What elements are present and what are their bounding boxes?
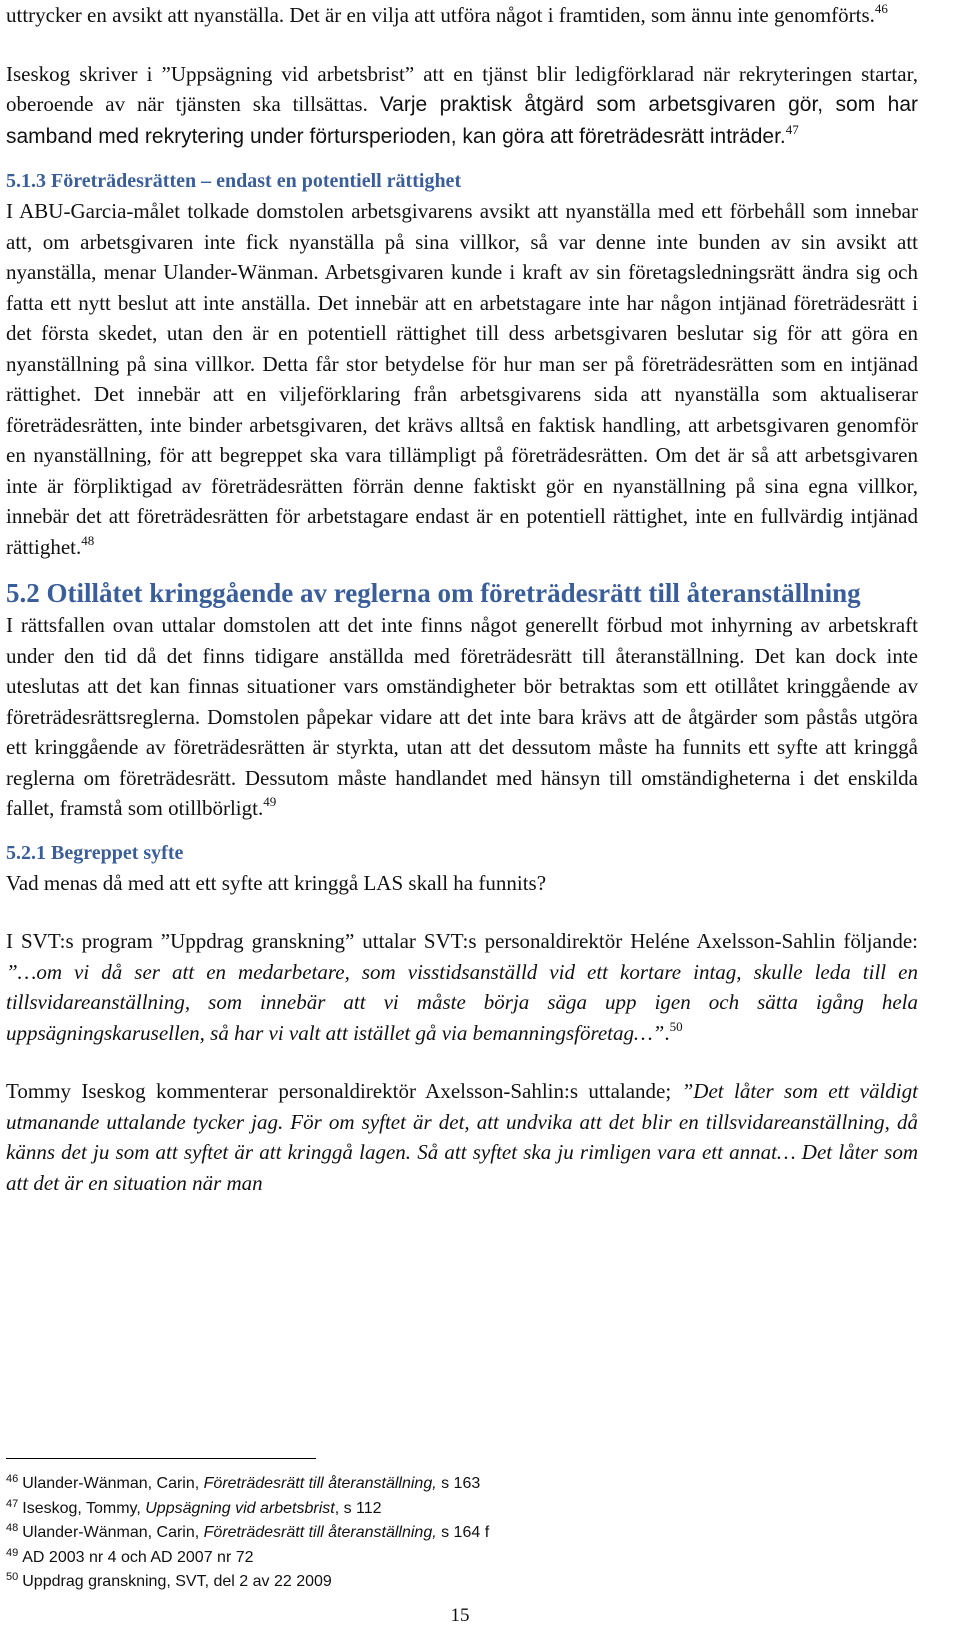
footnotes — [6, 1472, 918, 1595]
tommy-quote: ”Det låter som ett väldigt utmanande uttalande tycker jag. För om syftet är det, att undvika att det blir en tillsvidareanställning, då känns det ju som att syftet är att kringgå lagen. Så att syftet ska ju rimligen vara ett annat… Det låter som att det är en situation när man — [6, 1079, 918, 1195]
paragraph-iseskog: Iseskog skriver i ”Uppsägning vid arbetsbrist” att en tjänst blir ledigförklarad när rekryteringen startar, oberoende av när tjänsten ska tillsättas. Varje praktisk åtgärd som arbetsgivaren gör, som har samband med rekrytering under förtursperioden, kan göra att företrädesrätt inträder.$^{47}$ — [6, 61, 919, 148]
heading-5-2: 5.2 Otillåtet kringgående av reglerna om företrädesrätt till återanställning — [6, 578, 861, 608]
page-number: 15 — [450, 1605, 470, 1626]
footnote-47: $^{47}$ Iseskog, Tommy, Uppsägning vid arbetsbrist, s 112 — [6, 1497, 382, 1517]
footnote-separator — [6, 1458, 316, 1459]
footnote-49: $^{49}$ AD 2003 nr 4 och AD 2007 nr 72 — [6, 1546, 254, 1566]
svt-quote: ”…om vi då ser att en medarbetare, som visstidsanställd vid ett kortare intag, skulle leda till en tillsvidareanställning, som innebär att vi måste börja säga upp igen och sätta igång hela uppsägningskarusellen, så har vi valt att istället gå via bemanningsföretag…” — [6, 959, 918, 1045]
footnote-ref-50[interactable]: 50 — [669, 1018, 683, 1034]
paragraph-5-2: I rättsfallen ovan uttalar domstolen att det inte finns något generellt förbud mot inhyrning av arbetskraft under den tid då det finns tidigare anställda med företrädesrätt till återanställning. Det kan dock inte uteslutas att det kan finnas situationer vars omständigheter bör betraktas som ett otillåtet kringgående av företrädesrättsreglerna. Domstolen påpekar vidare att det inte bara krävs att de åtgärder som påstås utgöra ett kringgående av företrädesrätten är styrkta, utan att det dessutom måste ha funnits ett syfte att kringgå reglerna om företrädesrätt. Dessutom måste handlandet med hänsyn till omständigheterna i det enskilda fallet, framstå som otillbörligt.$^{49}$ — [6, 613, 918, 820]
footnote-46: $^{46}$ Ulander-Wänman, Carin, Företrädesrätt till återanställning, s 163 — [6, 1473, 481, 1492]
footnote-ref-47[interactable]: 47 — [785, 121, 799, 137]
paragraph-tommy: Tommy Iseskog kommenterar personaldirektör Axelsson-Sahlin:s uttalande; ”Det låter som ett väldigt utmanande uttalande tycker jag. För om syftet är det, att undvika att det blir en tillsvidareanställning, då känns det ju som att syftet är att kringgå lagen. Så att syftet ska ju rimligen vara ett annat… Det låter som att det är en situation när man — [6, 1079, 918, 1195]
paragraph-intro: uttrycker en avsikt att nyanställa. Det är en vilja att utföra något i framtiden, som ännu inte genomförts.$^{46}$ — [6, 1, 888, 27]
footnote-48: $^{48}$ Ulander-Wänman, Carin, Företrädesrätt till återanställning, s 164 f — [6, 1522, 490, 1541]
footnote-ref-49[interactable]: 49 — [263, 794, 277, 809]
paragraph-svt: I SVT:s program ”Uppdrag granskning” uttalar SVT:s personaldirektör Heléne Axelsson-Sahlin följande: ”…om vi då ser att en medarbetare, som visstidsanställd vid ett kortare intag, skulle leda till en tillsvidareanställning, som innebär att vi måste börja säga upp igen och sätta igång hela uppsägningskarusellen, så har vi valt att istället gå via bemanningsföretag…”.$^{50}$ — [6, 929, 918, 1045]
footnote-ref-48[interactable]: 48 — [81, 532, 95, 548]
body-text — [6, 0, 918, 1198]
paragraph-5-1-3: I ABU-Garcia-målet tolkade domstolen arbetsgivarens avsikt att nyanställa med ett förbehåll som innebar att, om arbetsgivaren inte fick nyanställa på sina villkor, så var denne inte bunden av sin avsikt att nyanställa, menar Ulander-Wänman. Arbetsgivaren kunde i kraft av sin företagsledningsrätt ändra sig och fatta ett nytt beslut att inte anställa. Det innebär att en arbetstagare inte har någon intjänad företrädesrätt i det första skedet, utan den är en potentiell rättighet till dess arbetsgivaren beslutar sig för att göra en nyanställning på sina villkor. Detta får stor betydelse för hur man ser på företrädesrätten som en intjänad rättighet. Det innebär att en viljeförklaring från arbetsgivarens sida att nyanställa som aktualiserar företrädesrätten, inte binder arbetsgivaren, det krävs alltså en faktisk handling, att arbetsgivaren genomför en nyanställning, för att begreppet ska vara tillämpligt på företrädesrätten. Om det är så att arbetsgivaren inte är förpliktigad av företrädesrätten förrän denne faktiskt gör en nyanställning på sina egna villkor, innebär det att företrädesrätten för arbetstagare endast är en potentiell rättighet, inte en fullvärdig intjänad rättighet.$^{48}$ — [6, 199, 918, 559]
footnote-50: $^{50}$ Uppdrag granskning, SVT, del 2 av 22 2009 — [6, 1571, 332, 1590]
heading-5-1-3: 5.1.3 Företrädesrätten – endast en potentiell rättighet — [6, 170, 462, 192]
heading-5-2-1: 5.2.1 Begreppet syfte — [6, 841, 184, 864]
footnote-ref-46[interactable]: 46 — [874, 1, 888, 16]
paragraph-question: Vad menas då med att ett syfte att kringgå LAS skall ha funnits? — [6, 870, 547, 895]
